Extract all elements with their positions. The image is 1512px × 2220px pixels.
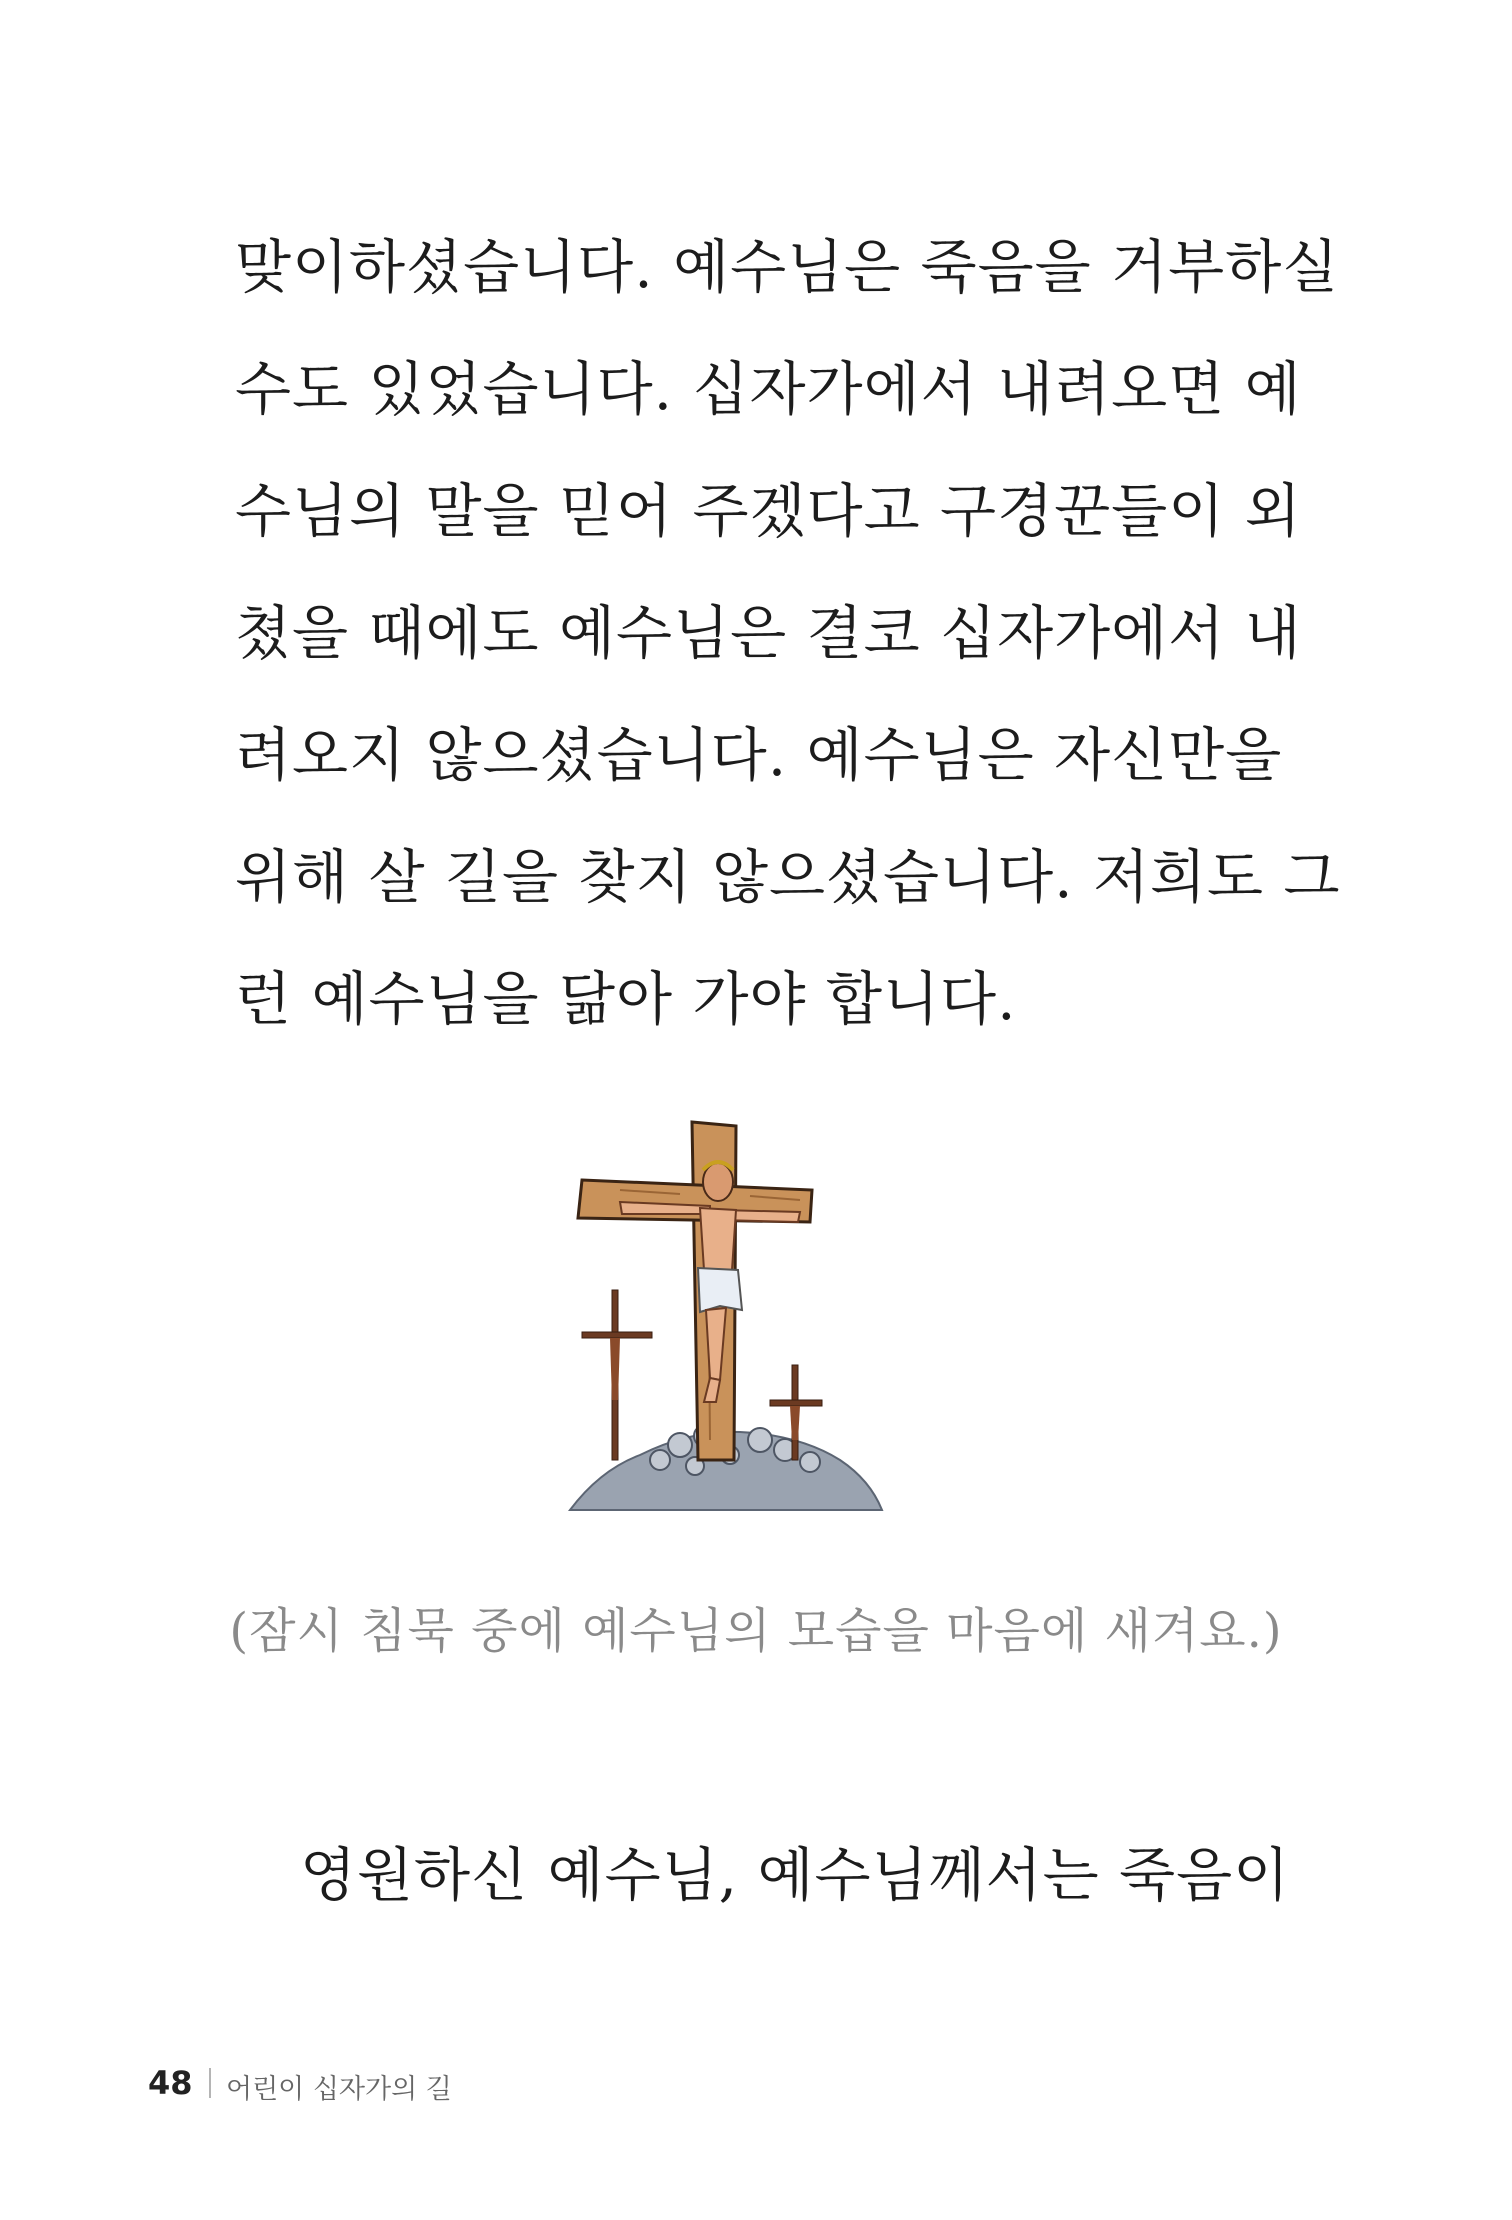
- body-line-7: 런 예수님을 닮아 가야 합니다.: [235, 965, 1017, 1033]
- body-line-3: 수님의 말을 믿어 주겠다고 구경꾼들이 외: [235, 477, 1302, 545]
- page-number: 48: [148, 2064, 193, 2102]
- crucifixion-illustration: [560, 1110, 890, 1530]
- body-line-6: 위해 살 길을 찾지 않으셨습니다. 저희도 그: [235, 843, 1341, 911]
- body-line-2: 수도 있었습니다. 십자가에서 내려오면 예: [235, 355, 1302, 423]
- silence-caption: (잠시 침묵 중에 예수님의 모습을 마음에 새겨요.): [229, 1603, 1283, 1659]
- left-small-cross: [582, 1290, 652, 1460]
- prayer-line: 영원하신 예수님, 예수님께서는 죽음이: [300, 1841, 1291, 1909]
- footer-divider: [209, 2068, 211, 2098]
- body-line-1: 맞이하셨습니다. 예수님은 죽음을 거부하실: [235, 233, 1340, 301]
- body-line-4: 쳤을 때에도 예수님은 결코 십자가에서 내: [235, 599, 1302, 667]
- book-title: 어린이 십자가의 길: [226, 2074, 452, 2105]
- body-line-5: 려오지 않으셨습니다. 예수님은 자신만을: [235, 721, 1283, 789]
